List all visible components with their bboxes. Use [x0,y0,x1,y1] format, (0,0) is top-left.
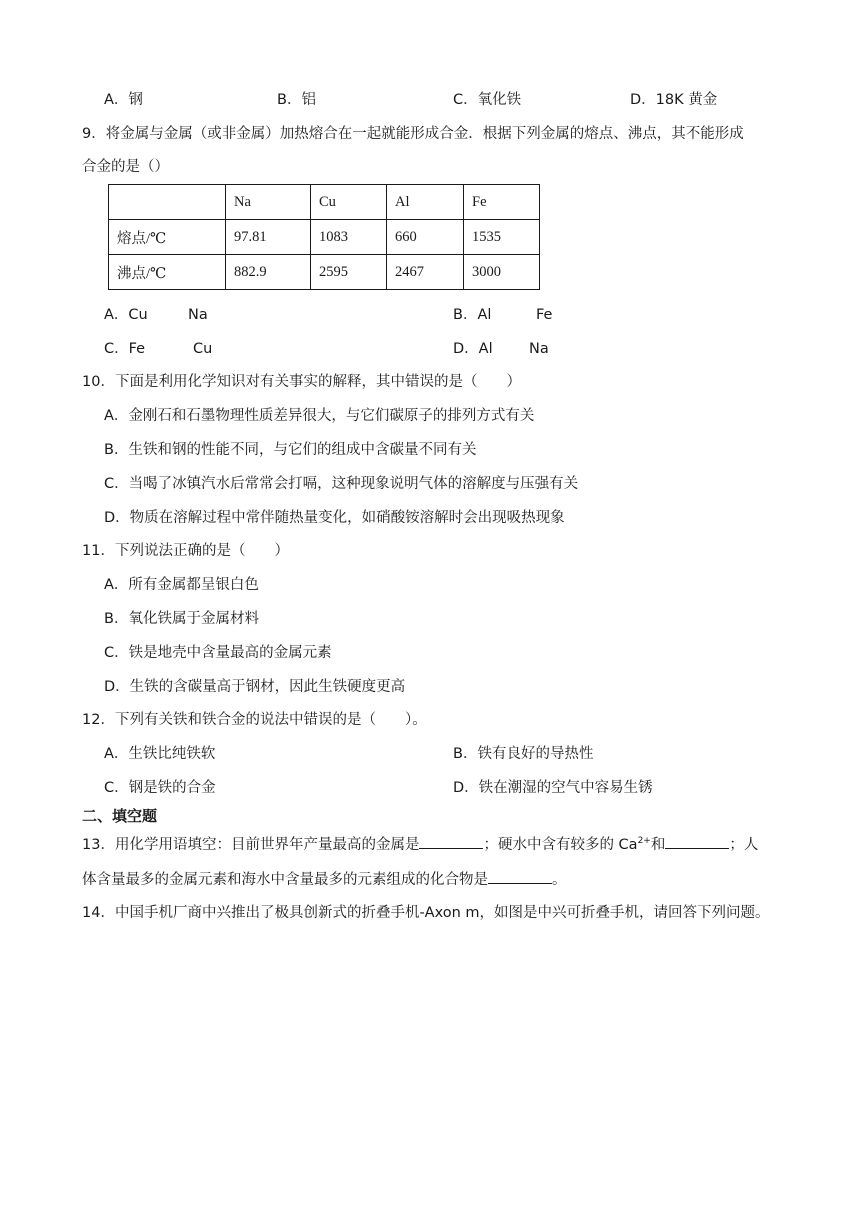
table-cell: 1535 [464,220,540,255]
q11-option-c: C．铁是地壳中含量最高的金属元素 [104,645,332,661]
q10-option-b: B．生铁和钢的性能不同，与它们的组成中含碳量不同有关 [104,442,477,458]
q9-stem-line1: 9．将金属与金属（或非金属）加热熔合在一起就能形成合金．根据下列金属的熔点、沸点，其不能形成 [82,126,744,142]
q12-option-a: A．生铁比纯铁软 [104,746,216,762]
table-header-cell: Fe [464,185,540,220]
q13-text-2: ；硬水中含有较多的 Ca [483,837,638,853]
q12-option-b: B．铁有良好的导热性 [453,746,594,762]
table-cell: 3000 [464,255,540,290]
q10-option-d: D．物质在溶解过程中常伴随热量变化，如硝酸铵溶解时会出现吸热现象 [104,510,565,526]
table-cell: 2467 [387,255,464,290]
table-header-cell: Al [387,185,464,220]
q11-option-a: A．所有金属都呈银白色 [104,577,259,593]
q9-option-c-second: Cu [193,341,213,357]
q13-blank-2[interactable] [665,834,729,849]
q9-option-d-second: Na [529,341,549,357]
q10-option-c: C．当喝了冰镇汽水后常常会打嗝，这种现象说明气体的溶解度与压强有关 [104,476,579,492]
q8-option-c: C．氧化铁 [453,92,522,108]
q12-option-d: D．铁在潮湿的空气中容易生锈 [453,780,653,796]
q9-option-b-second: Fe [536,307,553,323]
q11-stem: 11．下列说法正确的是（ ） [82,543,289,559]
q9-option-a-second: Na [188,307,208,323]
table-cell: 沸点/℃ [109,255,226,290]
table-header-cell: Na [226,185,311,220]
q9-option-d: D．Al [453,341,493,357]
table-header-cell: Cu [311,185,387,220]
q13-line1 [82,834,758,855]
q12-stem: 12．下列有关铁和铁合金的说法中错误的是（ ）。 [82,712,427,728]
q13-text-6: 。 [552,872,567,888]
table-cell: 熔点/℃ [109,220,226,255]
melting-boiling-table [108,184,540,290]
table-cell: 97.81 [226,220,311,255]
q9-option-b: B．Al [453,307,492,323]
q14-stem: 14．中国手机厂商中兴推出了极具创新式的折叠手机-Axon m，如图是中兴可折叠手机，请回答下列问题。 [82,905,770,921]
q9-option-a: A．Cu [104,307,148,323]
table-row [109,255,540,290]
q8-option-d: D．18K 黄金 [630,92,718,108]
q13-text-5: 体含量最多的金属元素和海水中含量最多的元素组成的化合物是 [82,872,488,888]
q12-option-c: C．钢是铁的合金 [104,780,216,796]
q13-text-1: 13．用化学用语填空：目前世界年产量最高的金属是 [82,837,420,853]
q9-option-c: C．Fe [104,341,146,357]
table-row [109,220,540,255]
q13-line2 [82,869,567,890]
table-cell: 882.9 [226,255,311,290]
q13-text-3: 和 [650,837,666,853]
table-cell: 660 [387,220,464,255]
table-cell: 1083 [311,220,387,255]
q8-option-a: A．钢 [104,92,143,108]
q13-blank-3[interactable] [488,869,552,884]
q11-option-b: B．氧化铁属于金属材料 [104,611,259,627]
q8-option-b: B．铝 [277,92,316,108]
q10-option-a: A．金刚石和石墨物理性质差异很大，与它们碳原子的排列方式有关 [104,408,535,424]
section-title-fill-in: 二、填空题 [82,807,158,825]
q10-stem: 10．下面是利用化学知识对有关事实的解释，其中错误的是（ ） [82,374,521,390]
table-header-cell [109,185,226,220]
q13-text-4: ；人 [729,837,759,853]
q9-stem-line2: 合金的是（） [82,159,169,175]
table-header-row [109,185,540,220]
q11-option-d: D．生铁的含碳量高于钢材，因此生铁硬度更高 [104,679,406,695]
q13-blank-1[interactable] [419,834,483,849]
table-cell: 2595 [311,255,387,290]
q13-superscript: 2+ [637,836,651,847]
